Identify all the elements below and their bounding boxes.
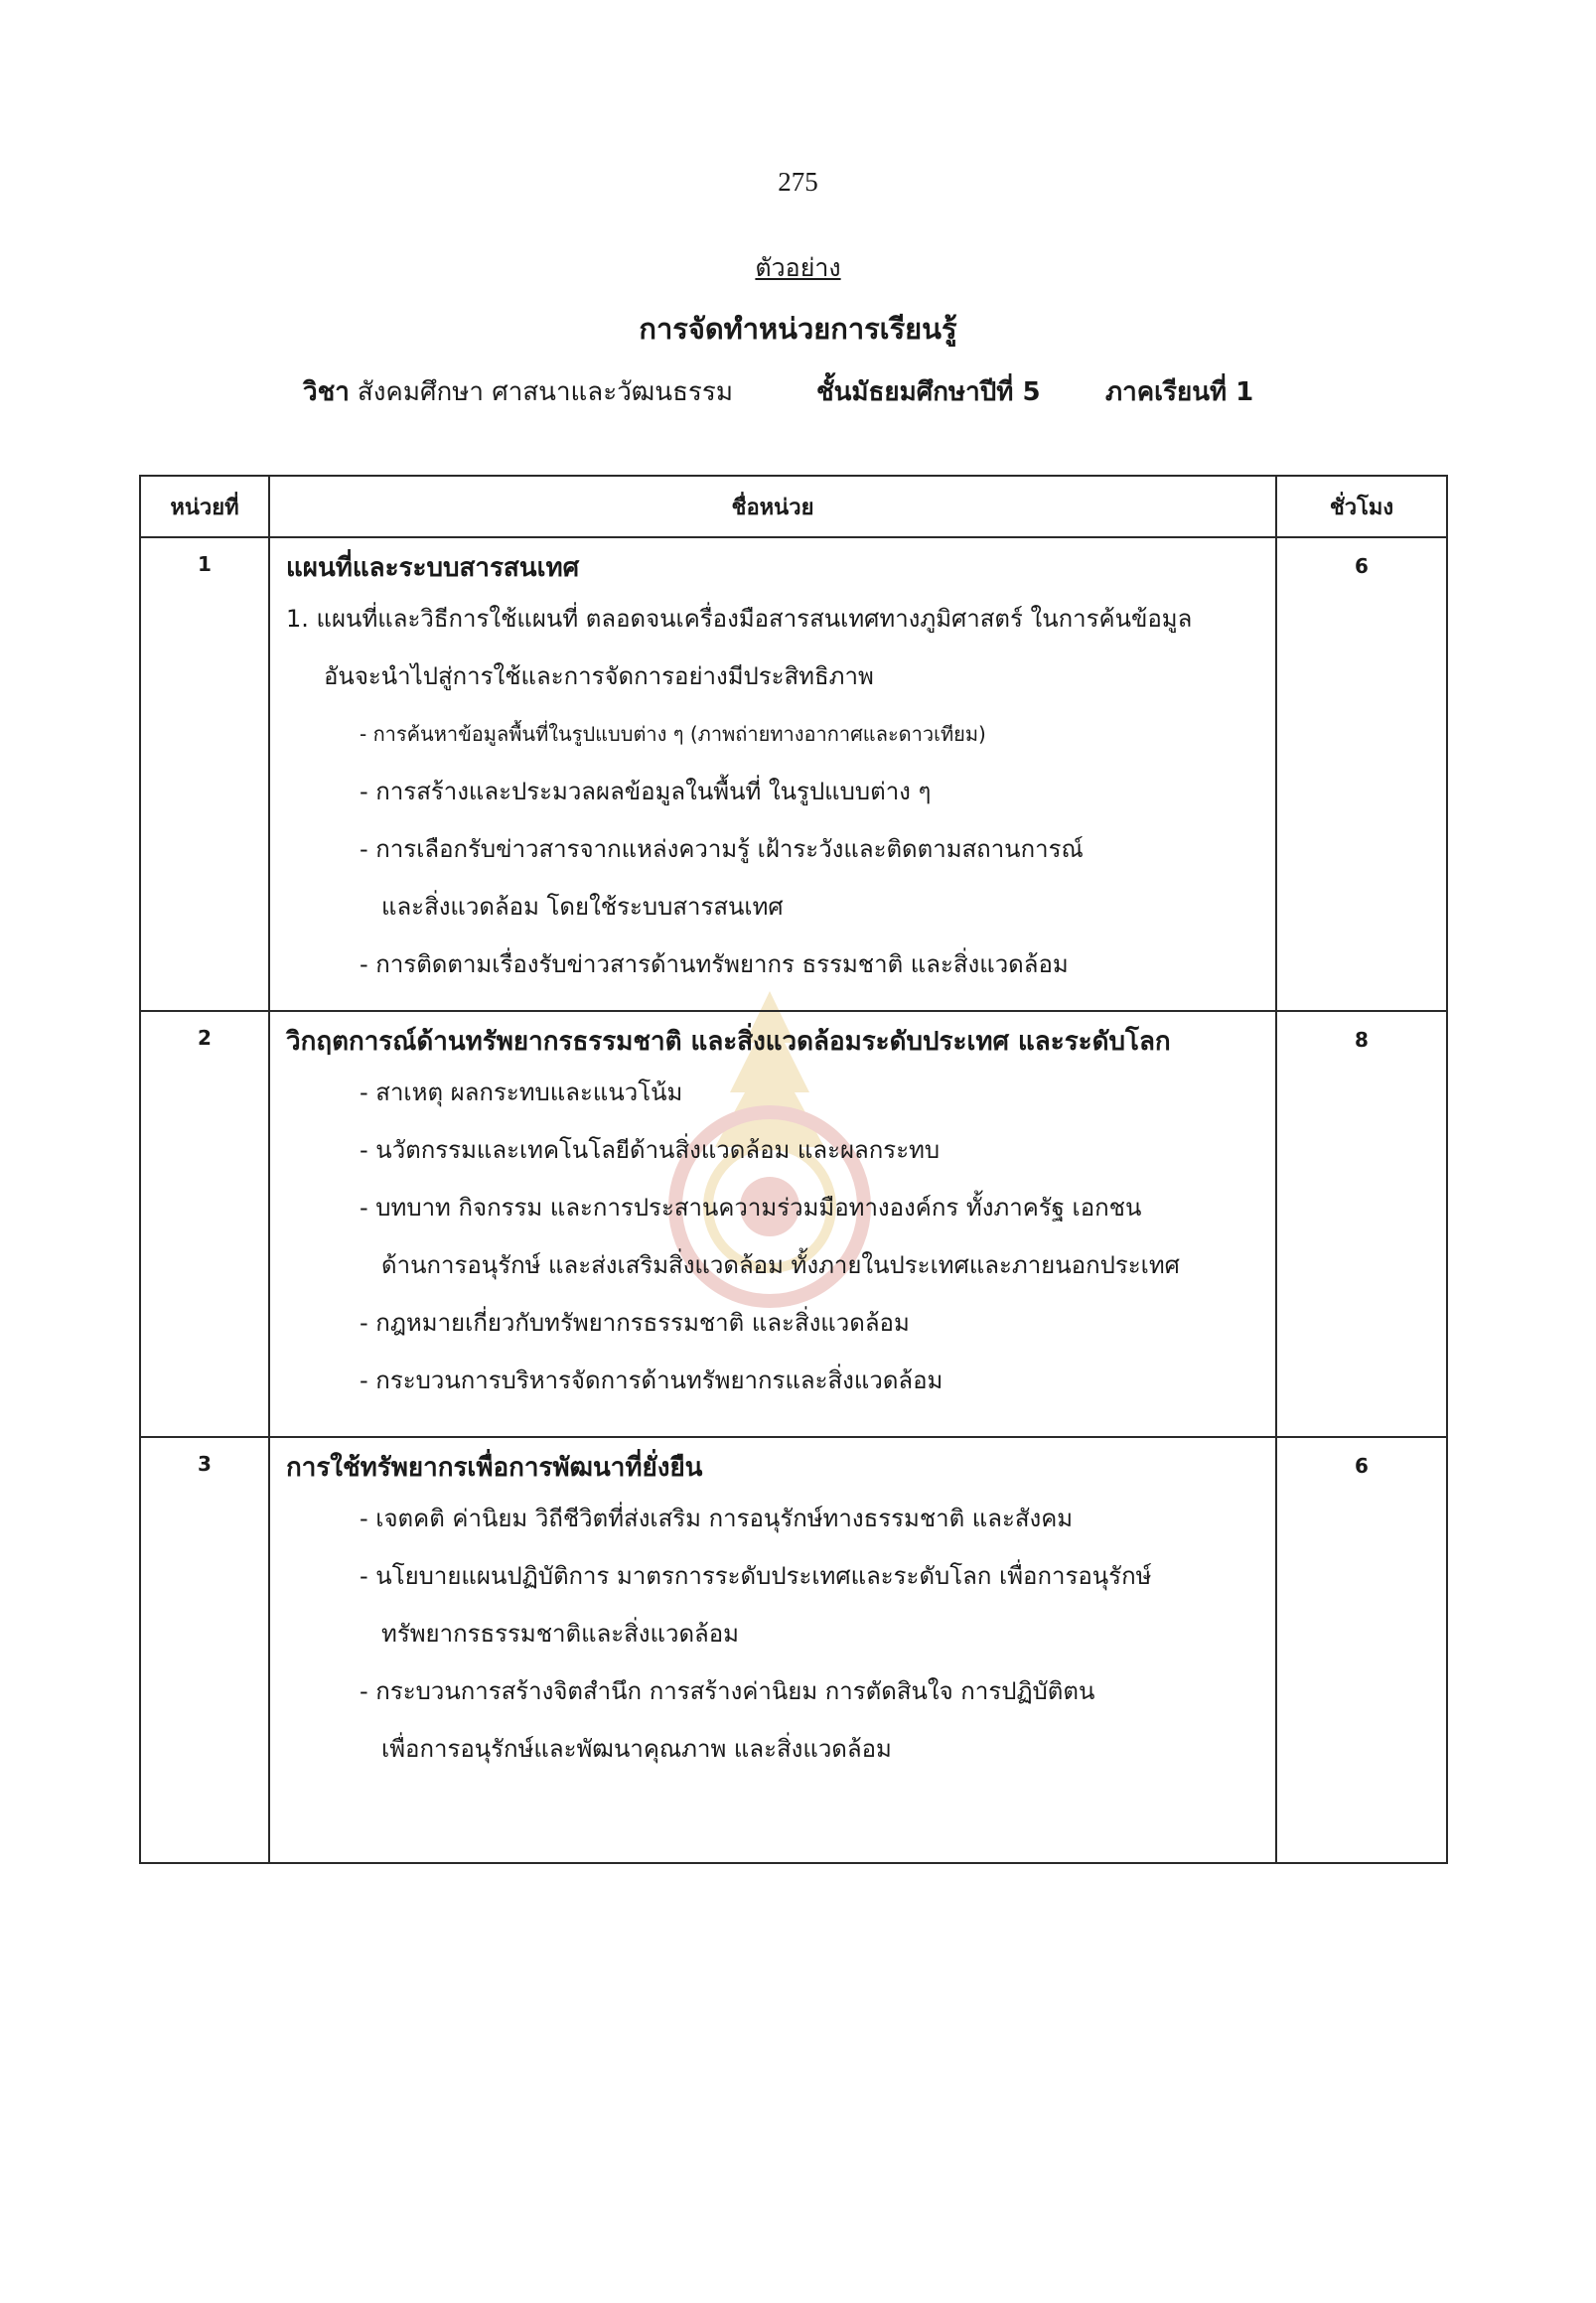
unit-number: 1 <box>140 537 269 1011</box>
unit-name: วิกฤตการณ์ด้านทรัพยากรธรรมชาติ และสิ่งแวดล้อมระดับประเทศ และระดับโลก <box>286 1027 1171 1057</box>
content-line: - การเลือกรับข่าวสารจากแหล่งความรู้ เฝ้าระวังและติดตามสถานการณ์ <box>360 835 1084 863</box>
unit-number: 3 <box>140 1437 269 1863</box>
table-row <box>140 1011 1447 1437</box>
learning-units-table <box>139 475 1448 1864</box>
unit-content <box>269 537 1276 1011</box>
table-header-row <box>140 476 1447 537</box>
content-line: ทรัพยากรธรรมชาติและสิ่งแวดล้อม <box>381 1620 739 1648</box>
subject-line <box>303 371 1296 412</box>
content-line: - เจตคติ ค่านิยม วิถีชีวิตที่ส่งเสริม การอนุรักษ์ทางธรรมชาติ และสังคม <box>360 1505 1074 1532</box>
unit-number: 2 <box>140 1011 269 1437</box>
content-line: - บทบาท กิจกรรม และการประสานความร่วมมือทางองค์กร ทั้งภาครัฐ เอกชน <box>360 1194 1142 1222</box>
content-line: อันจะนำไปสู่การใช้และการจัดการอย่างมีประสิทธิภาพ <box>324 662 874 690</box>
content-line: ด้านการอนุรักษ์ และส่งเสริมสิ่งแวดล้อม ทั้งภายในประเทศและภายนอกประเทศ <box>381 1251 1180 1279</box>
document-title: การจัดทำหน่วยการเรียนรู้ <box>639 312 957 346</box>
document-subtitle: ตัวอย่าง <box>755 253 841 282</box>
subject-label: วิชา <box>303 377 350 407</box>
content-line: - นโยบายแผนปฏิบัติการ มาตรการระดับประเทศและระดับโลก เพื่อการอนุรักษ์ <box>360 1562 1152 1590</box>
content-line: - สาเหตุ ผลกระทบและแนวโน้ม <box>360 1079 683 1106</box>
content-line: - การติดตามเรื่องรับข่าวสารด้านทรัพยากร ธรรมชาติ และสิ่งแวดล้อม <box>360 950 1069 978</box>
content-line: เพื่อการอนุรักษ์และพัฒนาคุณภาพ และสิ่งแวดล้อม <box>381 1735 892 1763</box>
unit-name: แผนที่และระบบสารสนเทศ <box>286 553 580 583</box>
unit-name: การใช้ทรัพยากรเพื่อการพัฒนาที่ยั่งยืน <box>286 1453 703 1483</box>
header-hours: ชั่วโมง <box>1276 476 1447 537</box>
header-unit-name: ชื่อหน่วย <box>269 476 1276 537</box>
content-line: - การค้นหาข้อมูลพื้นที่ในรูปแบบต่าง ๆ (ภาพถ่ายทางอากาศและดาวเทียม) <box>360 722 986 746</box>
content-line: - นวัตกรรมและเทคโนโลยีด้านสิ่งแวดล้อม และผลกระทบ <box>360 1136 941 1164</box>
content-line: และสิ่งแวดล้อม โดยใช้ระบบสารสนเทศ <box>381 893 784 921</box>
grade-level: ชั้นมัธยมศึกษาปีที่ 5 <box>816 377 1041 407</box>
semester: ภาคเรียนที่ 1 <box>1105 377 1254 407</box>
content-line: - การสร้างและประมวลผลข้อมูลในพื้นที่ ในรูปแบบต่าง ๆ <box>360 778 932 805</box>
table-row <box>140 1437 1447 1863</box>
content-line: - กระบวนการสร้างจิตสำนึก การสร้างค่านิยม การตัดสินใจ การปฏิบัติตน <box>360 1677 1095 1705</box>
table-row <box>140 537 1447 1011</box>
unit-hours: 8 <box>1276 1011 1447 1437</box>
header-unit: หน่วยที่ <box>140 476 269 537</box>
content-line: - กฎหมายเกี่ยวกับทรัพยากรธรรมชาติ และสิ่งแวดล้อม <box>360 1309 910 1337</box>
content-line: 1. แผนที่และวิธีการใช้แผนที่ ตลอดจนเครื่องมือสารสนเทศทางภูมิศาสตร์ ในการค้นข้อมูล <box>286 605 1193 633</box>
unit-hours: 6 <box>1276 537 1447 1011</box>
unit-hours: 6 <box>1276 1437 1447 1863</box>
page-number: 275 <box>778 167 818 197</box>
unit-content <box>269 1437 1276 1863</box>
unit-content <box>269 1011 1276 1437</box>
subject-name: สังคมศึกษา ศาสนาและวัฒนธรรม <box>357 377 734 407</box>
content-line: - กระบวนการบริหารจัดการด้านทรัพยากรและสิ่งแวดล้อม <box>360 1367 943 1394</box>
